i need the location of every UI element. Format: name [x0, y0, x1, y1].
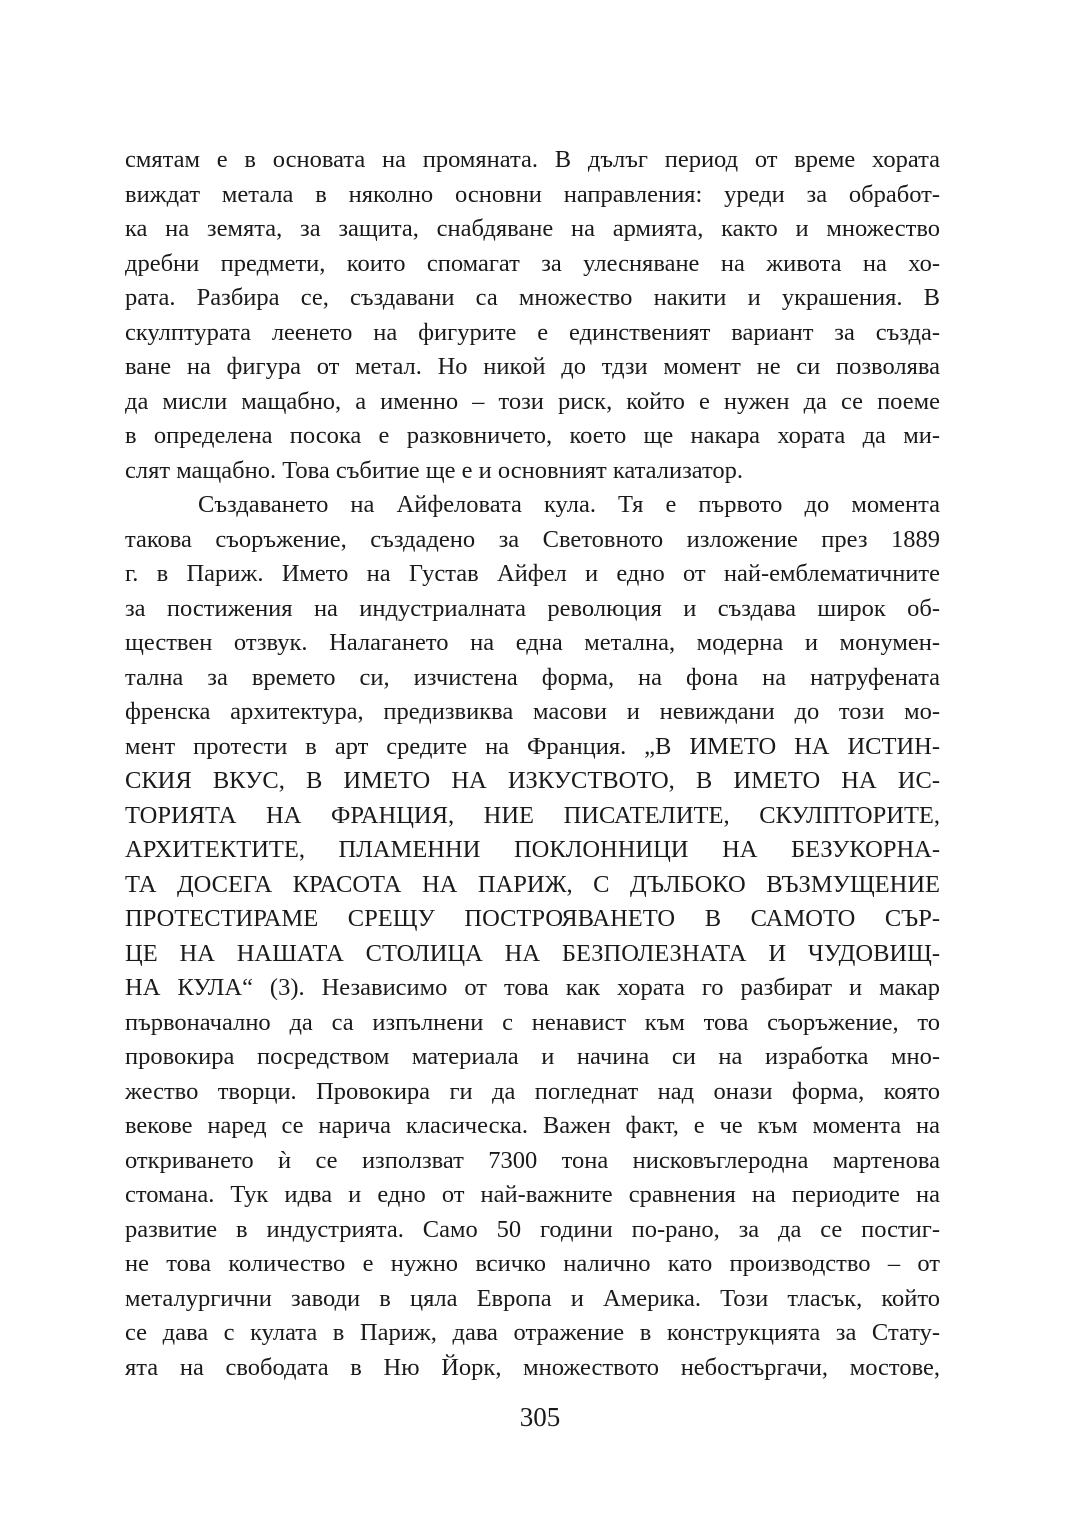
- quote-line: ТА ДОСЕГА КРАСОТА НА ПАРИЖ, С ДЪЛБОКО ВЪЗМУЩЕНИЕ: [125, 870, 940, 898]
- text-line: провокира посредством материала и начина си на изработка мно-: [125, 1043, 940, 1070]
- text-line: стомана. Тук идва и едно от най-важните сравнения на периодите на: [125, 1181, 940, 1208]
- text-line: г. в Париж. Името на Густав Айфел и едно от най-емблематичните: [125, 560, 940, 587]
- text-line: скулптурата леенето на фигурите е единственият вариант за създа-: [125, 318, 940, 346]
- text-line: векове наред се нарича класическа. Важен факт, е че към момента на: [125, 1112, 940, 1139]
- text-line: тална за времето си, изчистена форма, на фона на натруфената: [125, 663, 940, 691]
- quote-line: ЦЕ НА НАШАТА СТОЛИЦА НА БЕЗПОЛЕЗНАТА И ЧУДОВИЩ-: [125, 939, 940, 967]
- quote-line: АРХИТЕКТИТЕ, ПЛАМЕННИ ПОКЛОННИЦИ НА БЕЗУКОРНА-: [125, 836, 940, 863]
- text-line: рата. Разбира се, създавани са множество накити и украшения. В: [125, 284, 940, 311]
- page-number: 305: [519, 1402, 561, 1432]
- text-line: за постижения на индустриалната революция и създава широк об-: [125, 594, 940, 622]
- quote-line: СКИЯ ВКУС, В ИМЕТО НА ИЗКУСТВОТО, В ИМЕТО НА ИС-: [125, 767, 940, 794]
- text-line: ване на фигура от метал. Но никой до тдзи момент не си позволява: [125, 353, 940, 380]
- quote-line: ТОРИЯТА НА ФРАНЦИЯ, НИЕ ПИСАТЕЛИТЕ, СКУЛПТОРИТЕ,: [125, 801, 940, 829]
- text-line: дребни предмети, които спомагат за улесняване на живота на хо-: [125, 249, 940, 277]
- text-line: развитие в индустрията. Само 50 години по-рано, за да се постиг-: [125, 1215, 940, 1243]
- text-line: откриването ѝ се използват 7300 тона нисковъглеродна мартенова: [125, 1146, 940, 1174]
- text-line: такова съоръжение, създадено за Световното изложение през 1889: [125, 525, 940, 553]
- text-line: НА КУЛА“ (3). Независимо от това как хората го разбират и макар: [125, 974, 940, 1001]
- text-line: ята на свободата в Ню Йорк, множеството небостъргачи, мостове,: [125, 1353, 940, 1381]
- paragraph-start-line: Създаването на Айфеловата кула. Тя е първото до момента: [198, 491, 940, 518]
- text-line: жество творци. Провокира ги да погледнат над онази форма, която: [125, 1077, 940, 1105]
- text-line: смятам е в основата на промяната. В дълъг период от време хората: [125, 146, 940, 173]
- text-line: ка на земята, за защита, снабдяване на армията, както и множество: [125, 215, 940, 242]
- text-line: не това количество е нужно всичко налично като производство – от: [125, 1250, 940, 1277]
- text-line: ществен отзвук. Налагането на една метална, модерна и монумен-: [125, 629, 940, 656]
- text-line: първоначално да са изпълнени с ненавист към това съоръжение, то: [125, 1008, 940, 1036]
- text-line: мент протести в арт средите на Франция. „В ИМЕТО НА ИСТИН-: [125, 732, 940, 760]
- body-text: [125, 143, 940, 1385]
- text-line: виждат метала в няколно основни направления: уреди за обработ-: [125, 180, 940, 208]
- text-line: френска архитектура, предизвиква масови и невиждани до този мо-: [125, 698, 940, 725]
- text-line: металургични заводи в цяла Европа и Америка. Този тласък, който: [125, 1284, 940, 1312]
- quote-line: ПРОТЕСТИРАМЕ СРЕЩУ ПОСТРОЯВАНЕТО В САМОТО СЪР-: [125, 905, 940, 932]
- text-line: да мисли мащабно, а именно – този риск, който е нужен да се поеме: [125, 387, 940, 415]
- text-line: в определена посока е разковничето, което ще накара хората да ми-: [125, 422, 940, 449]
- text-line: слят мащабно. Това събитие ще е и основният катализатор.: [125, 456, 744, 484]
- text-line: се дава с кулата в Париж, дава отражение в конструкцията за Стату-: [125, 1319, 940, 1346]
